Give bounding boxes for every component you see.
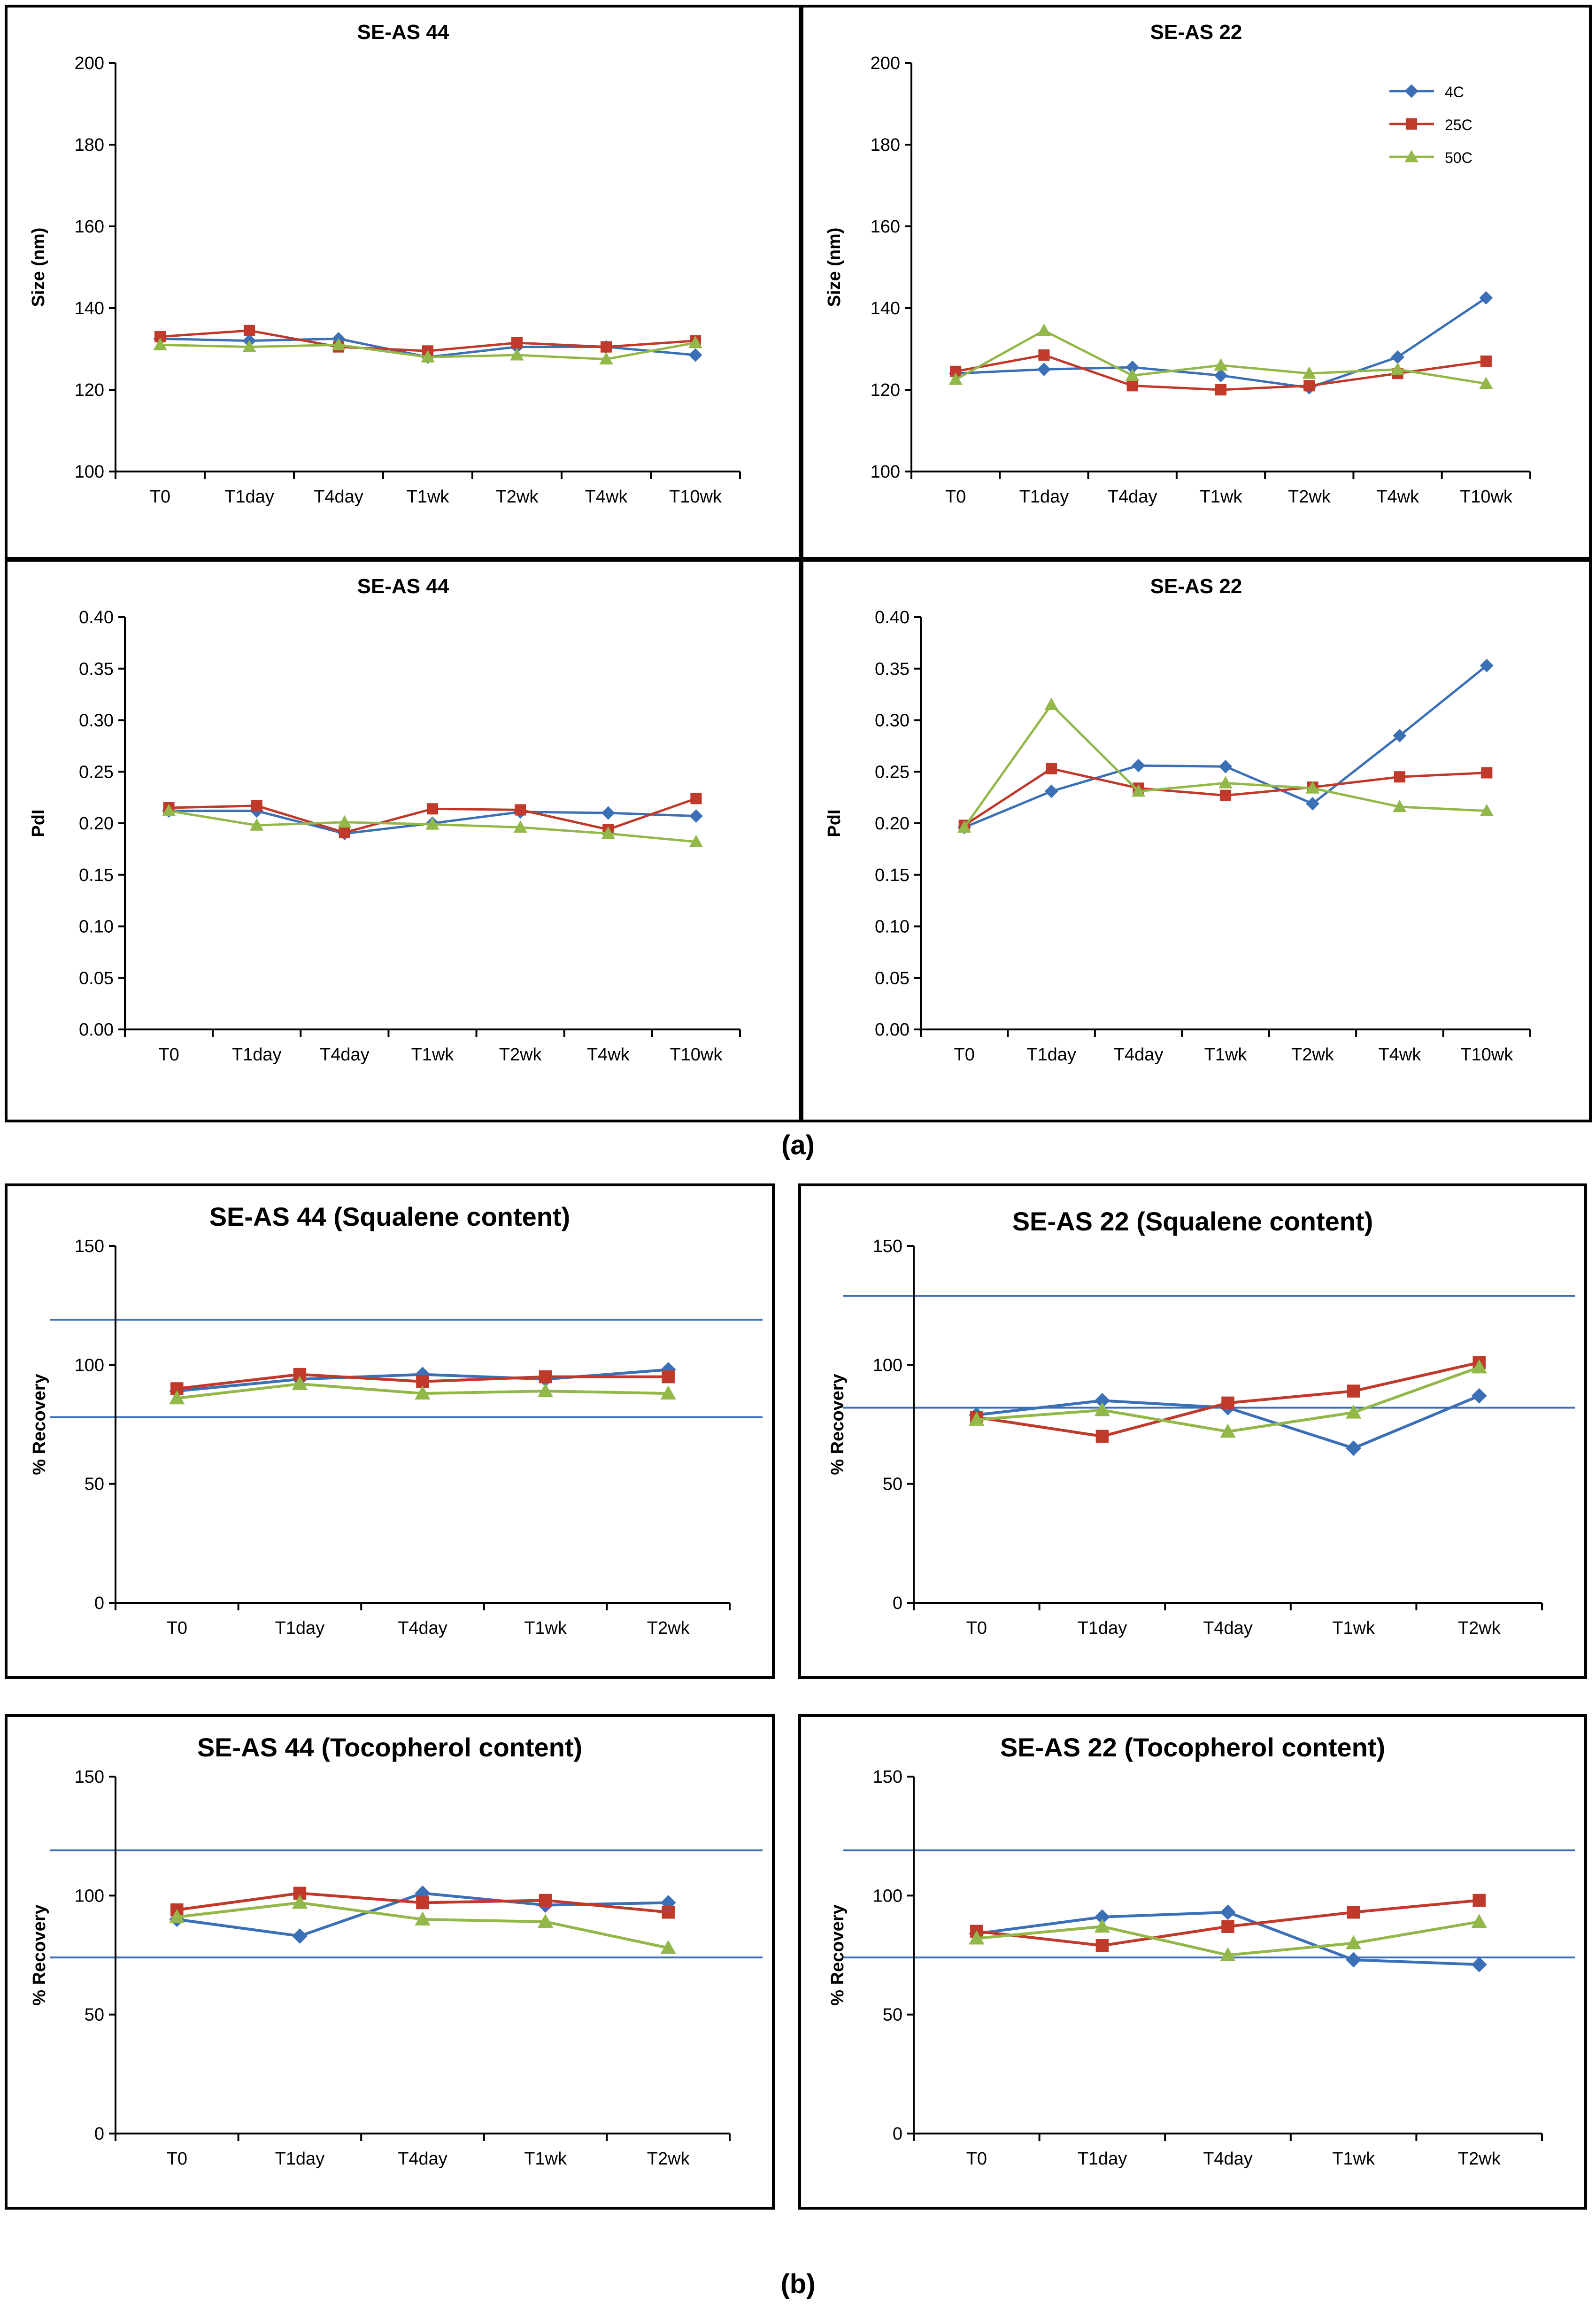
chart-title-pdi-22: SE-AS 22 [1150,575,1242,598]
svg-text:T1wk: T1wk [1204,1045,1247,1065]
svg-text:0.40: 0.40 [875,608,910,627]
svg-text:50: 50 [84,1474,104,1494]
svg-text:T1wk: T1wk [1332,2149,1375,2169]
svg-text:0.10: 0.10 [875,917,910,937]
svg-text:50: 50 [882,1474,902,1494]
svg-text:T10wk: T10wk [1459,487,1512,507]
svg-text:T0: T0 [966,2149,987,2169]
svg-text:100: 100 [870,462,900,482]
svg-text:T4day: T4day [1107,487,1157,507]
chart-title-pdi-44: SE-AS 44 [357,575,449,598]
svg-text:% Recovery: % Recovery [828,1374,848,1475]
svg-text:T4day: T4day [1203,1618,1253,1638]
svg-text:T0: T0 [954,1045,975,1065]
svg-text:T4day: T4day [320,1045,370,1065]
caption-a: (a) [781,1130,815,1160]
plot-pdi-44 [8,598,799,1119]
svg-text:PdI: PdI [825,809,844,837]
plot-tocopherol-44 [8,1763,772,2213]
svg-text:0.25: 0.25 [875,762,910,782]
svg-text:0.20: 0.20 [875,814,910,834]
svg-text:0.30: 0.30 [875,711,910,731]
svg-text:0: 0 [892,1593,902,1613]
svg-text:180: 180 [74,135,104,155]
svg-text:T1day: T1day [1026,1045,1076,1065]
svg-text:0: 0 [94,1593,104,1613]
svg-text:0.30: 0.30 [79,711,114,731]
chart-title-size-44: SE-AS 44 [357,21,449,44]
svg-text:T1day: T1day [275,2149,325,2169]
chart-cell-pdi-44 [8,559,801,1120]
svg-text:160: 160 [74,217,104,237]
svg-text:200: 200 [870,54,900,73]
plot-squalene-22 [801,1237,1584,1683]
chart-title-squalene-44: SE-AS 44 (Squalene content) [209,1202,571,1231]
svg-text:100: 100 [872,1355,902,1376]
svg-text:T10wk: T10wk [669,487,722,507]
svg-text:T10wk: T10wk [1460,1045,1513,1065]
svg-text:0: 0 [892,2124,902,2144]
chart-cell-size-44 [8,8,801,559]
svg-text:T1day: T1day [275,1618,325,1638]
svg-text:T4wk: T4wk [585,487,628,507]
svg-text:0: 0 [94,2124,104,2144]
svg-text:T4day: T4day [314,487,363,507]
svg-text:100: 100 [872,1886,902,1906]
svg-text:T2wk: T2wk [1457,2149,1501,2169]
svg-text:50: 50 [84,2005,104,2025]
chart-cell-size-22 [801,8,1589,559]
svg-text:T1wk: T1wk [1199,487,1242,507]
chart-title-tocopherol-44: SE-AS 44 (Tocopherol content) [197,1732,583,1762]
svg-text:0.05: 0.05 [875,968,910,989]
chart-title-tocopherol-22: SE-AS 22 (Tocopherol content) [1000,1732,1386,1762]
svg-text:T1day: T1day [1077,2149,1127,2169]
chart-title-squalene-22: SE-AS 22 (Squalene content) [1012,1206,1373,1236]
svg-text:150: 150 [872,1237,902,1256]
svg-text:T1wk: T1wk [524,2149,567,2169]
svg-text:T2wk: T2wk [1291,1045,1334,1065]
svg-text:T2wk: T2wk [647,1618,690,1638]
svg-text:25C: 25C [1445,116,1473,133]
svg-text:Size (nm): Size (nm) [29,227,48,307]
svg-text:T0: T0 [158,1045,179,1065]
svg-text:200: 200 [74,54,104,73]
svg-text:T2wk: T2wk [1457,1618,1501,1638]
svg-text:100: 100 [74,1886,104,1906]
plot-size-44 [8,44,799,556]
svg-text:0.40: 0.40 [79,608,114,627]
svg-text:T4wk: T4wk [586,1045,630,1065]
svg-text:0.35: 0.35 [875,659,910,679]
caption-b: (b) [780,2269,816,2299]
figure-b-frame [5,1183,1592,2264]
chart-cell-tocopherol-44 [5,1714,775,2210]
chart-title-size-22: SE-AS 22 [1150,21,1242,44]
svg-text:0.35: 0.35 [79,659,114,679]
svg-text:T1day: T1day [224,487,274,507]
chart-cell-squalene-22 [798,1183,1587,1679]
svg-text:T4wk: T4wk [1378,1045,1421,1065]
figure-a-frame [5,5,1592,1122]
svg-text:T1day: T1day [231,1045,282,1065]
svg-text:Size (nm): Size (nm) [825,227,844,307]
svg-text:T1wk: T1wk [1332,1618,1375,1638]
svg-text:140: 140 [870,299,900,318]
svg-text:180: 180 [870,135,900,155]
svg-text:T4day: T4day [398,1618,447,1638]
svg-text:PdI: PdI [29,809,48,837]
svg-text:0.00: 0.00 [875,1020,910,1040]
svg-text:T1day: T1day [1077,1618,1127,1638]
svg-text:T2wk: T2wk [495,487,539,507]
svg-text:100: 100 [74,1355,104,1376]
svg-text:140: 140 [74,299,104,318]
svg-text:160: 160 [870,217,900,237]
plot-pdi-22 [803,598,1589,1119]
svg-text:T1day: T1day [1019,487,1069,507]
svg-text:4C: 4C [1445,84,1464,101]
plot-squalene-44 [8,1232,772,1683]
svg-text:100: 100 [74,462,104,482]
svg-text:T4wk: T4wk [1376,487,1419,507]
svg-text:0.25: 0.25 [79,762,114,782]
svg-text:0.15: 0.15 [875,865,910,885]
svg-text:0.00: 0.00 [79,1020,114,1040]
svg-text:T4day: T4day [1203,2149,1253,2169]
svg-text:T1wk: T1wk [411,1045,454,1065]
svg-text:0.15: 0.15 [79,865,114,885]
svg-text:% Recovery: % Recovery [30,1374,49,1475]
chart-cell-pdi-22 [801,559,1589,1120]
svg-text:T1wk: T1wk [524,1618,567,1638]
svg-text:0.20: 0.20 [79,814,114,834]
svg-text:T1wk: T1wk [406,487,449,507]
svg-text:150: 150 [74,1237,104,1256]
svg-text:150: 150 [74,1767,104,1787]
plot-size-22 [803,44,1589,556]
svg-text:% Recovery: % Recovery [30,1904,49,2006]
svg-text:T4day: T4day [398,2149,447,2169]
svg-text:50C: 50C [1445,149,1473,166]
svg-text:% Recovery: % Recovery [828,1904,848,2006]
svg-text:0.05: 0.05 [79,968,114,989]
chart-cell-tocopherol-22 [798,1714,1587,2210]
svg-text:T0: T0 [149,487,171,507]
svg-text:120: 120 [74,380,104,400]
svg-text:T10wk: T10wk [670,1045,723,1065]
svg-text:150: 150 [872,1767,902,1787]
svg-text:50: 50 [882,2005,902,2025]
svg-text:0.10: 0.10 [79,917,114,937]
svg-text:T2wk: T2wk [499,1045,542,1065]
svg-text:T2wk: T2wk [1288,487,1331,507]
svg-text:T0: T0 [945,487,966,507]
svg-text:120: 120 [870,380,900,400]
svg-text:T0: T0 [966,1618,987,1638]
svg-text:T2wk: T2wk [647,2149,690,2169]
svg-text:T0: T0 [166,2149,187,2169]
plot-tocopherol-22 [801,1763,1584,2213]
svg-text:T0: T0 [166,1618,187,1638]
chart-cell-squalene-44 [5,1183,775,1679]
svg-text:T4day: T4day [1113,1045,1164,1065]
